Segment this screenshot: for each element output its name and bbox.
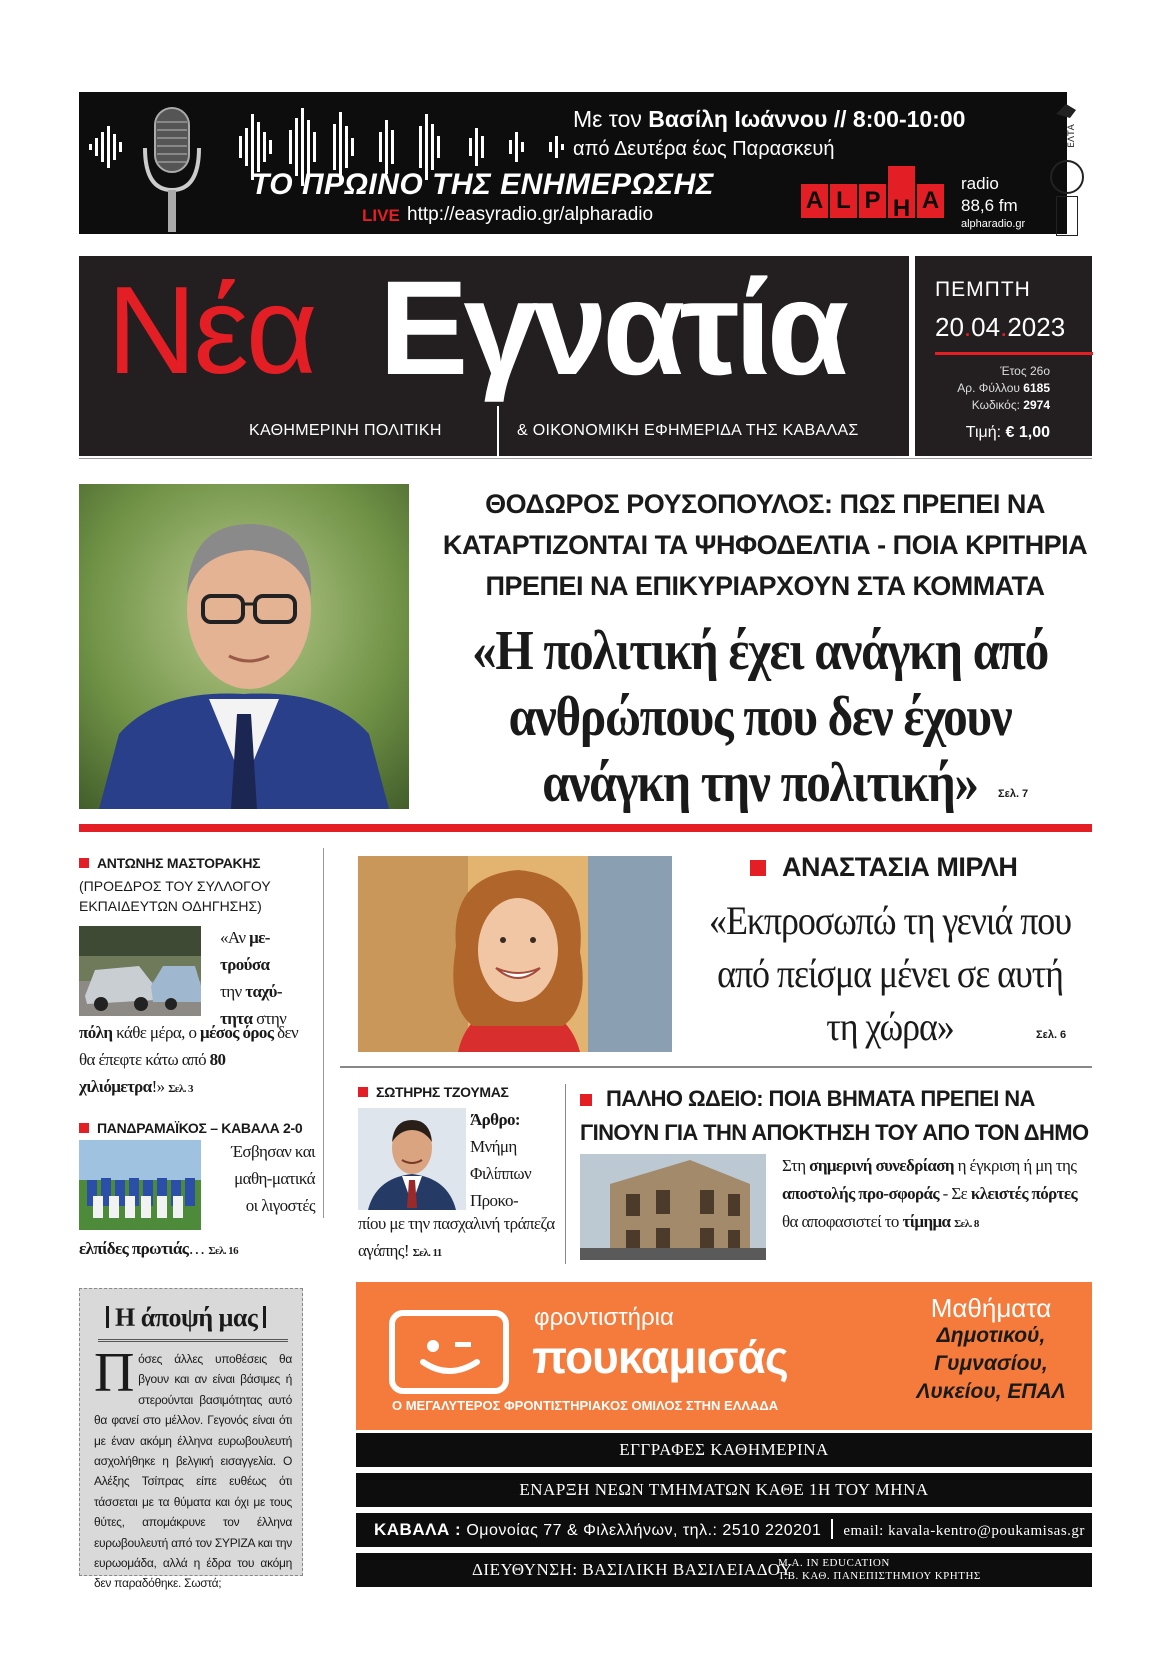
ad-email[interactable]: email: kavala-kentro@poukamisas.gr bbox=[843, 1523, 1085, 1539]
red-square-icon bbox=[750, 860, 766, 876]
story-head-mastorakis[interactable]: ΑΝΤΩΝΗΣ ΜΑΣΤΟΡΑΚΗΣ bbox=[79, 855, 260, 871]
logo-letter: A bbox=[917, 184, 944, 218]
masthead-tagline-left: ΚΑΘΗΜΕΡΙΝΗ ΠΟΛΙΤΙΚΗ bbox=[249, 422, 442, 439]
red-square-icon bbox=[580, 1094, 592, 1106]
masthead bbox=[79, 256, 909, 456]
radio-banner[interactable] bbox=[79, 92, 1067, 234]
issue-year: Έτος 26ο bbox=[1000, 364, 1050, 378]
logo-letter: A bbox=[801, 184, 828, 218]
mirli-portrait-photo[interactable] bbox=[358, 856, 672, 1052]
ad-front-label: φροντιστήρια bbox=[534, 1304, 674, 1331]
logo-letter: P bbox=[859, 184, 886, 218]
lead-kicker[interactable]: ΘΟΔΩΡΟΣ ΡΟΥΣΟΠΟΥΛΟΣ: ΠΩΣ ΠΡΕΠΕΙ ΝΑ ΚΑΤΑΡΤΙΖΟΝΤΑΙ ΤΑ ΨΗΦΟΔΕΛΤΙΑ - ΠΟΙΑ ΚΡΙΤΗΡΙΑ ΠΡΕΠΕΙ ΝΑ ΕΠΙΚΥΡΙΑΡΧΟΥΝ ΣΤΑ ΚΟΜΜΑΤΑ bbox=[442, 489, 1088, 601]
opinion-title: Η άποψή μας bbox=[100, 1303, 272, 1333]
tv-smiley-icon bbox=[389, 1310, 509, 1394]
old-conservatory-photo[interactable] bbox=[580, 1154, 766, 1260]
divider bbox=[340, 1066, 1092, 1068]
column-divider bbox=[323, 848, 324, 1218]
issue-date: 20.04.2023 bbox=[935, 312, 1066, 342]
page-ref: Σελ. 7 bbox=[998, 788, 1029, 800]
story-text: πόλη κάθε μέρα, ο μέσος όρος δεν θα έπεφτε κάτω από 80 χιλιόμετρα!» Σελ. 3 bbox=[79, 1023, 299, 1096]
radio-host-line: Με τον Βασίλη Ιωάννου // 8:00-10:00 bbox=[573, 106, 966, 132]
masthead-title-red: Νέα bbox=[107, 262, 315, 400]
story-text: Στη σημερινή συνεδρίαση η έγκριση ή μη της αποστολής προ-σφοράς - Σε κλειστές πόρτες θα αποφασιστεί το τίμημα Σελ. 8 bbox=[782, 1156, 1078, 1231]
story-head-mirli[interactable]: ΑΝΑΣΤΑΣΙΑ ΜΙΡΛΗ bbox=[750, 852, 1017, 883]
divider bbox=[79, 458, 1092, 459]
poukamisas-advertisement[interactable] bbox=[356, 1282, 1092, 1430]
issue-day: ΠΕΜΠΤΗ bbox=[935, 278, 1031, 301]
ad-bar-director: ΔΙΕΥΘΥΝΣΗ: ΒΑΣΙΛΙΚΗ ΒΑΣΙΛΕΙΑΔΟΥ M.A. IN EDUCATION Τ.Β. ΚΑΘ. ΠΑΝΕΠΙΣΤΗΜΙΟΥ ΚΡΗΤΗΣ bbox=[356, 1553, 1092, 1587]
drop-cap: Π bbox=[94, 1342, 135, 1404]
tzoumas-portrait-photo[interactable] bbox=[358, 1108, 466, 1210]
radio-label: radio bbox=[961, 174, 999, 193]
mirli-headline-quote[interactable]: «Εκπροσωπώ τη γενιά που από πείσμα μένει σε αυτή τη χώρα» bbox=[709, 898, 1071, 1049]
ad-slogan: Ο ΜΕΓΑΛΥΤΕΡΟΣ ΦΡΟΝΤΙΣΤΗΡΙΑΚΟΣ ΟΜΙΛΟΣ ΣΤΗΝ ΕΛΛΑΔΑ bbox=[392, 1398, 779, 1413]
radio-site[interactable]: alpharadio.gr bbox=[961, 218, 1026, 230]
page-ref: Σελ. 6 bbox=[1036, 1029, 1067, 1041]
svg-text:ΕΛΤΑ: ΕΛΤΑ bbox=[1067, 124, 1077, 148]
red-square-icon bbox=[358, 1087, 368, 1097]
story-text: «Αν με- τρούσα την ταχύ- τητα στην bbox=[220, 928, 287, 1028]
postal-stamp-icon bbox=[1056, 196, 1078, 236]
page-ref: Σελ. 16 bbox=[208, 1245, 238, 1257]
page-ref: Σελ. 11 bbox=[412, 1247, 442, 1259]
postal-seal-icon bbox=[1050, 160, 1084, 194]
logo-letter: L bbox=[830, 184, 857, 218]
story-text: πίου με την πασχαλινή τράπεζα αγάπης! Σελ. 11 bbox=[358, 1214, 555, 1260]
page-ref: Σελ. 3 bbox=[168, 1083, 193, 1095]
microphone-icon bbox=[137, 104, 207, 232]
story-subhead: (ΠΡΟΕΔΡΟΣ ΤΟΥ ΣΥΛΛΟΓΟΥ ΕΚΠΑΙΔΕΥΤΩΝ ΟΔΗΓΗΣΗΣ) bbox=[79, 878, 271, 914]
issue-info bbox=[909, 256, 1092, 456]
masthead-title-white: Εγνατία bbox=[379, 256, 845, 403]
issue-price: Τιμή: € 1,00 bbox=[965, 424, 1050, 441]
story-head-sports[interactable]: ΠΑΝΔΡΑΜΑΪΚΟΣ – ΚΑΒΑΛΑ 2-0 bbox=[79, 1120, 302, 1136]
logo-letter: H bbox=[888, 166, 915, 218]
red-square-icon bbox=[79, 1123, 89, 1133]
ad-lessons bbox=[896, 1294, 1086, 1406]
column-divider bbox=[565, 1084, 566, 1264]
story-head-tzoumas[interactable]: ΣΩΤΗΡΗΣ ΤΖΟΥΜΑΣ bbox=[358, 1084, 509, 1100]
ad-brand-name: πουκαμισάς bbox=[532, 1331, 788, 1383]
lead-headline-quote[interactable]: «Η πολιτική έχει ανάγκη από ανθρώπους που δεν έχουν ανάγκη την πολιτική» bbox=[472, 620, 1048, 814]
radio-days: από Δευτέρα έως Παρασκευή bbox=[573, 138, 835, 160]
story-head-odeio[interactable]: ΠΑΛΗΟ ΩΔΕΙΟ: ΠΟΙΑ ΒΗΜΑΤΑ ΠΡΕΠΕΙ ΝΑ ΓΙΝΟΥΝ ΓΙΑ ΤΗΝ ΑΠΟΚΤΗΣΗ ΤΟΥ ΑΠΟ ΤΟΝ ΔΗΜΟ bbox=[580, 1086, 1089, 1145]
story-text: ελπίδες πρωτιάς… Σελ. 16 bbox=[79, 1239, 238, 1258]
red-square-icon bbox=[79, 858, 89, 868]
issue-sheet: Αρ. Φύλλου 6185 bbox=[957, 381, 1050, 395]
opinion-body: Πόσες άλλες υποθέσεις θα βγουν και αν είναι βάσιμες ή στερούνται βασιμότητας αυτό θα φανεί στο μέλλον. Γεγονός είναι ότι με έναν ακόμη έλληνα ευρωβουλευτή ασχολήθηκε η βελγική εισαγγελία. Ο Αλέξης Τσίπρας είπε ευθέως ότι τάσσεται με τα θύματα και όχι με τους θύτες, απομάκρυνε τον έλληνα ευρωβουλευτή από τον ΣΥΡΙΖΑ και την ευρωομάδα, αλλά η έδρα του ακόμη δεν παραδόθηκε. Σωστά; bbox=[94, 1342, 292, 1591]
issue-code: Κωδικός: 2974 bbox=[971, 398, 1050, 412]
radio-url[interactable]: http://easyradio.gr/alpharadio bbox=[407, 204, 654, 225]
ad-bar-new-classes: ΕΝΑΡΞΗ ΝΕΩΝ ΤΜΗΜΑΤΩΝ ΚΑΘΕ 1Η ΤΟΥ ΜΗΝΑ bbox=[356, 1473, 1092, 1507]
radio-show-title: ΤΟ ΠΡΩΙΝΟ ΤΗΣ ΕΝΗΜΕΡΩΣΗΣ bbox=[251, 168, 714, 201]
masthead-tagline-right: & ΟΙΚΟΝΟΜΙΚΗ ΕΦΗΜΕΡΙΔΑ ΤΗΣ ΚΑΒΑΛΑΣ bbox=[517, 422, 859, 439]
ad-levels: Δημοτικού, Γυμνασίου, Λυκείου, ΕΠΑΛ bbox=[916, 1324, 1066, 1403]
opinion-box bbox=[79, 1288, 303, 1591]
car-crash-photo[interactable] bbox=[79, 926, 201, 1016]
radio-frequency: 88,6 fm bbox=[961, 196, 1018, 215]
elta-logo-icon bbox=[1050, 100, 1082, 152]
ad-bar-contact: ΚΑΒΑΛΑ : Ομονοίας 77 & Φιλελλήνων, τηλ.: 2510 220201 email: kavala-kentro@poukamisas.gr bbox=[356, 1513, 1092, 1547]
issue-red-rule bbox=[935, 352, 1093, 355]
story-text: Άρθρο: Μνήμη Φιλίππων Προκο- bbox=[470, 1110, 532, 1210]
football-team-photo[interactable] bbox=[79, 1140, 201, 1230]
story-text: Έσβησαν και μαθη-ματικά οι λιγοστές bbox=[231, 1142, 315, 1215]
ad-lessons-label: Μαθήματα bbox=[930, 1293, 1052, 1323]
page-ref: Σελ. 8 bbox=[954, 1218, 979, 1230]
masthead-divider bbox=[497, 406, 499, 456]
red-section-rule bbox=[79, 824, 1092, 832]
lead-portrait-photo[interactable] bbox=[79, 484, 409, 809]
live-label: LIVE bbox=[362, 206, 400, 225]
alpha-radio-logo bbox=[801, 184, 946, 222]
ad-bar-registrations: ΕΓΓΡΑΦΕΣ ΚΑΘΗΜΕΡΙΝΑ bbox=[356, 1433, 1092, 1467]
